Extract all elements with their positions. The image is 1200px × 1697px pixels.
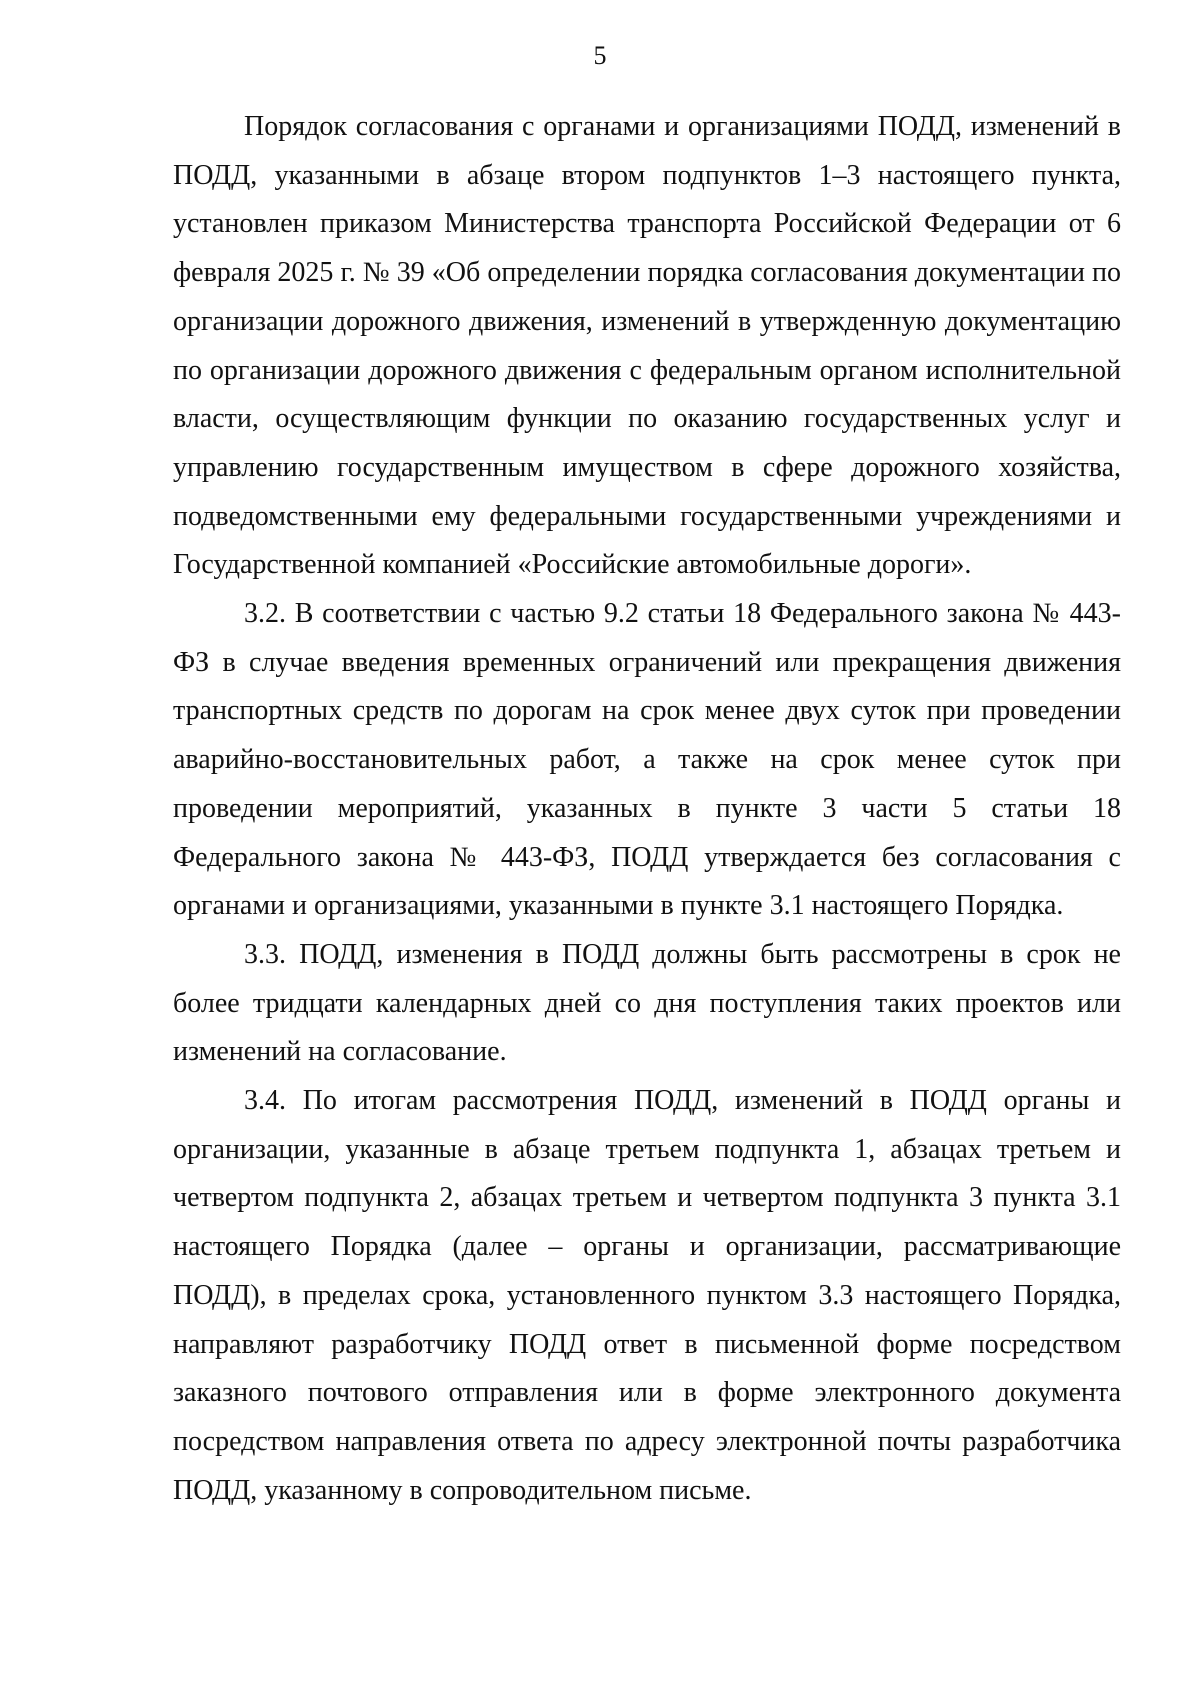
paragraph-3-2: 3.2. В соответствии с частью 9.2 статьи 18 Федерального закона № 443-ФЗ в случае введения временных ограничений или прекращения движения транспортных средств по дорогам на срок менее двух суток при проведении аварийно-восстановительных работ, а также на срок менее суток при проведении мероприятий, указанных в пункте 3 части 5 статьи 18 Федерального закона № 443-ФЗ, ПОДД утверждается без согласования с органами и организациями, указанными в пункте 3.1 настоящего Порядка. — [173, 598, 1121, 922]
document-body — [173, 103, 1121, 1515]
paragraph-3-4: 3.4. По итогам рассмотрения ПОДД, изменений в ПОДД органы и организации, указанные в абзаце третьем подпункта 1, абзацах третьем и четвертом подпункта 2, абзацах третьем и четвертом подпункта 3 пункта 3.1 настоящего Порядка (далее – органы и организации, рассматривающие ПОДД), в пределах срока, установленного пунктом 3.3 настоящего Порядка, направляют разработчику ПОДД ответ в письменной форме посредством заказного почтового отправления или в форме электронного документа посредством направления ответа по адресу электронной почты разработчика ПОДД, указанному в сопроводительном письме. — [173, 1085, 1121, 1506]
page-number: 5 — [593, 41, 607, 70]
paragraph-3-3: 3.3. ПОДД, изменения в ПОДД должны быть рассмотрены в срок не более тридцати календарных дней со дня поступления таких проектов или изменений на согласование. — [173, 938, 1121, 1068]
paragraph-procedure-approval: Порядок согласования с органами и организациями ПОДД, изменений в ПОДД, указанными в абзаце втором подпунктов 1–3 настоящего пункта, установлен приказом Министерства транспорта Российской Федерации от 6 февраля 2025 г. № 39 «Об определении порядка согласования документации по организации дорожного движения, изменений в утвержденную документацию по организации дорожного движения с федеральным органом исполнительной власти, осуществляющим функции по оказанию государственных услуг и управлению государственным имуществом в сфере дорожного хозяйства, подведомственными ему федеральными государственными учреждениями и Государственной компанией «Российские автомобильные дороги». — [173, 111, 1121, 581]
